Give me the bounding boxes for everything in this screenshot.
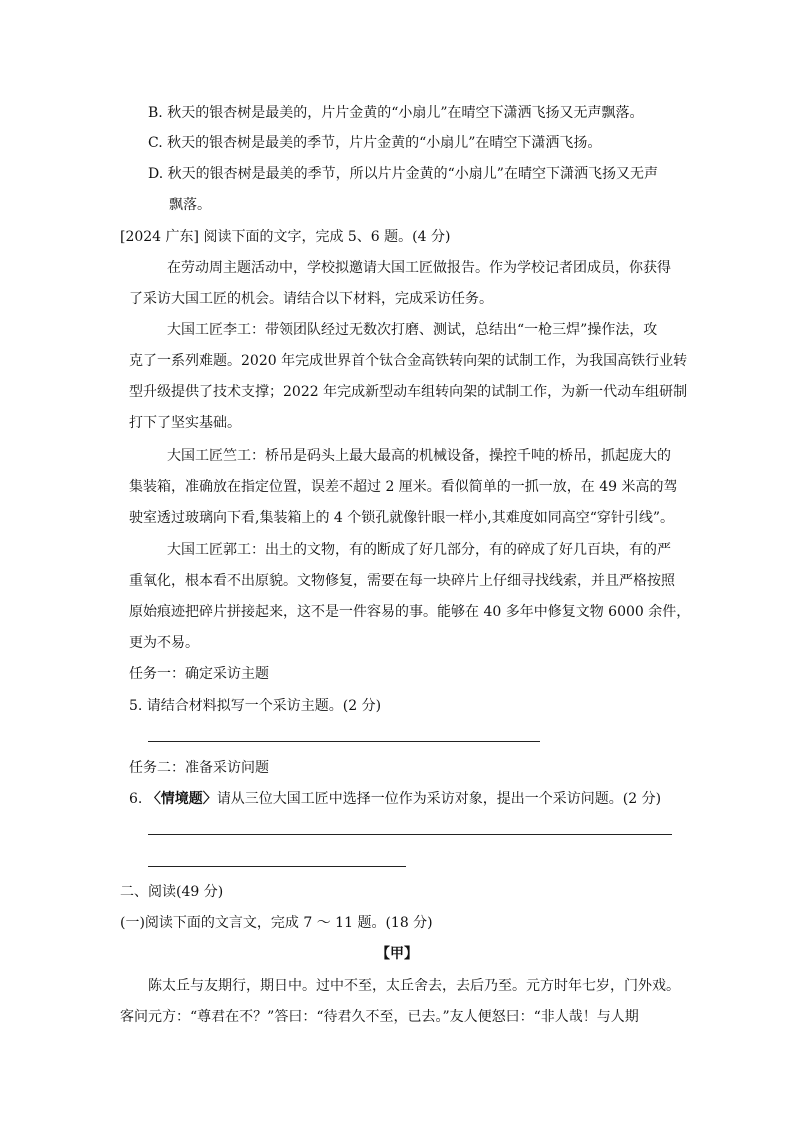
guo-line-2: 重氧化，根本看不出原貌。文物修复，需要在每一块碎片上仔细寻找线索，并且严格按照: [129, 573, 675, 589]
section-heading: [2024 广东] 阅读下面的文字，完成 5、6 题。(4 分): [120, 229, 451, 245]
question-6-number: 6.: [129, 791, 147, 807]
scenario-tag: 〈情境题〉: [146, 791, 217, 807]
option-c: C. 秋天的银杏树是最美的季节，片片金黄的“小扇儿”在晴空下潇洒飞扬。: [148, 135, 602, 151]
zhu-line-1: 大国工匠竺工：桥吊是码头上最大最高的机械设备，操控千吨的桥吊，抓起庞大的: [167, 448, 671, 464]
li-line-1: 大国工匠李工：带领团队经过无数次打磨、测试，总结出“一枪三焊”操作法，攻: [167, 322, 658, 338]
passage-line-2: 客问元方：“尊君在不？”答曰：“待君久不至，已去。”友人便怒曰：“非人哉！与人期: [120, 1009, 639, 1025]
intro-line-2: 了采访大国工匠的机会。请结合以下材料，完成采访任务。: [129, 291, 493, 307]
task-one: 任务一：确定采访主题: [129, 666, 269, 682]
intro-line-1: 在劳动周主题活动中，学校拟邀请大国工匠做报告。作为学校记者团成员，你获得: [167, 260, 671, 276]
li-line-2: 克了一系列难题。2020 年完成世界首个钛合金高铁转向架的试制工作，为我国高铁行业转: [129, 353, 688, 369]
question-6: [129, 789, 661, 809]
question-6-text: 请从三位大国工匠中选择一位作为采访对象，提出一个采访问题。(2 分): [216, 791, 662, 807]
option-d-line1: D. 秋天的银杏树是最美的季节，所以片片金黄的“小扇儿”在晴空下潇洒飞扬又无声: [148, 166, 658, 182]
zhu-line-3: 驶室透过玻璃向下看,集装箱上的 4 个锁孔就像针眼一样小,其难度如同高空“穿针引线”。: [129, 510, 675, 526]
answer-line-q5[interactable]: [148, 741, 540, 742]
guo-line-3: 原始痕迹把碎片拼接起来，这不是一件容易的事。能够在 40 多年中修复文物 6000 余件，: [129, 604, 691, 620]
task-two: 任务二：准备采访问题: [129, 760, 269, 776]
li-line-3: 型升级提供了技术支撑；2022 年完成新型动车组转向架的试制工作，为新一代动车组研制: [129, 384, 688, 400]
question-5: 5. 请结合材料拟写一个采访主题。(2 分): [129, 698, 382, 714]
answer-line-q6-1[interactable]: [148, 834, 672, 835]
passage-jia-title: 【甲】: [376, 946, 418, 962]
reading-heading: 二、阅读(49 分): [120, 884, 224, 900]
option-b: B. 秋天的银杏树是最美的，片片金黄的“小扇儿”在晴空下潇洒飞扬又无声飘落。: [148, 105, 644, 121]
guo-line-4: 更为不易。: [129, 635, 199, 651]
zhu-line-2: 集装箱，准确放在指定位置，误差不超过 2 厘米。看似简单的一抓一放，在 49 米高的驾: [129, 479, 678, 495]
passage-line-1: 陈太丘与友期行，期日中。过中不至，太丘舍去，去后乃至。元方时年七岁，门外戏。: [148, 978, 680, 994]
option-d-line2: 飘落。: [169, 197, 211, 213]
reading-subheading: (一)阅读下面的文言文，完成 7 ～ 11 题。(18 分): [120, 915, 433, 931]
answer-line-q6-2[interactable]: [148, 866, 406, 867]
guo-line-1: 大国工匠郭工：出土的文物，有的断成了好几部分，有的碎成了好几百块，有的严: [167, 542, 671, 558]
li-line-4: 打下了坚实基础。: [129, 415, 241, 431]
